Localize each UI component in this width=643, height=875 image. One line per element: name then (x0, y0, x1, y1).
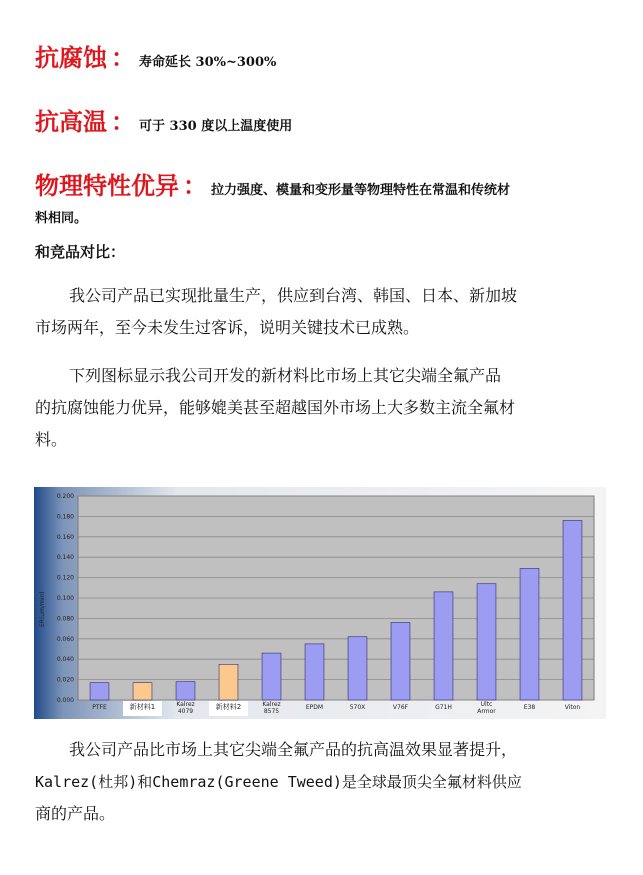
x-tick-label: 新材料1 (129, 703, 156, 711)
y-tick-label: 0.160 (56, 533, 74, 541)
bar-0 (90, 683, 109, 700)
paragraph-line: 商的产品。 (35, 804, 116, 823)
feature-desc: 拉力强度、模量和变形量等物理特性在常温和传统材 (211, 183, 511, 198)
feature-colon: ： (111, 44, 135, 72)
bar-3 (219, 664, 238, 700)
y-tick-label: 0.060 (56, 635, 74, 643)
bar-1 (133, 683, 152, 700)
x-tick-label: V76F (392, 704, 409, 711)
y-axis-label: ER(um/min) (39, 591, 46, 627)
feature-desc: 寿命延长 30%~300% (139, 55, 277, 70)
x-tick-label: Viton (564, 704, 581, 711)
corrosion-bar-chart (34, 487, 606, 719)
bar-9 (477, 584, 496, 700)
x-tick-label: G71H (435, 704, 452, 711)
x-tick-label: Ultc Armor (477, 701, 496, 715)
bar-2 (176, 682, 195, 700)
paragraph-chart-intro (35, 360, 610, 456)
feature-title: 物理特性优异 (35, 172, 179, 200)
bar-5 (305, 644, 324, 700)
x-tick-label: Kalrez 8575 (262, 701, 281, 715)
x-tick-label: 新材料2 (215, 703, 242, 711)
x-tick-label: E38 (523, 704, 536, 711)
x-tick-label: 570X (349, 704, 366, 711)
x-tick-label: EPDM (305, 704, 324, 711)
feature-colon: ： (183, 172, 207, 200)
bar-4 (262, 653, 281, 700)
y-tick-label: 0.180 (56, 513, 74, 521)
y-tick-label: 0.000 (56, 697, 74, 704)
feature-desc: 可于 330 度以上温度使用 (139, 119, 293, 134)
feature-physical (35, 166, 510, 201)
bar-10 (520, 568, 539, 700)
paragraph-heat-resistance (35, 734, 610, 830)
y-tick-label: 0.200 (56, 493, 74, 500)
feature-heat (35, 102, 292, 137)
y-tick-label: 0.040 (56, 656, 74, 664)
bar-6 (348, 637, 367, 700)
comparison-heading: 和竞品对比： (35, 243, 126, 261)
feature-title: 抗高温 (35, 108, 107, 136)
y-tick-label: 0.080 (56, 615, 74, 623)
x-tick-label: Kalrez 4079 (176, 701, 195, 715)
paragraph-line: 料。 (35, 430, 68, 449)
feature-title: 抗腐蚀 (35, 44, 107, 72)
paragraph-production (35, 280, 610, 344)
y-tick-label: 0.020 (56, 676, 74, 684)
y-tick-label: 0.140 (56, 554, 74, 562)
paragraph-line: 我公司产品已实现批量生产，供应到台湾、韩国、日本、新加坡 (69, 286, 518, 305)
paragraph-line: Kalrez(杜邦)和Chemraz(Greene Tweed)是全球最顶尖全氟材料供应 (35, 773, 522, 791)
feature-desc-continued: 料相同。 (35, 211, 88, 226)
feature-colon: ： (111, 108, 135, 136)
x-tick-label: PTFE (92, 704, 107, 711)
feature-corrosion (35, 38, 276, 73)
bar-8 (434, 592, 453, 700)
bar-11 (563, 520, 582, 700)
paragraph-line: 我公司产品比市场上其它尖端全氟产品的抗高温效果显著提升， (69, 740, 518, 759)
paragraph-line: 的抗腐蚀能力优异，能够媲美甚至超越国外市场上大多数主流全氟材 (35, 398, 516, 417)
y-tick-label: 0.120 (56, 574, 74, 582)
paragraph-line: 市场两年，至今未发生过客诉，说明关键技术已成熟。 (35, 318, 420, 337)
bar-7 (391, 622, 410, 700)
paragraph-line: 下列图标显示我公司开发的新材料比市场上其它尖端全氟产品 (69, 366, 502, 385)
y-tick-label: 0.100 (56, 595, 74, 602)
